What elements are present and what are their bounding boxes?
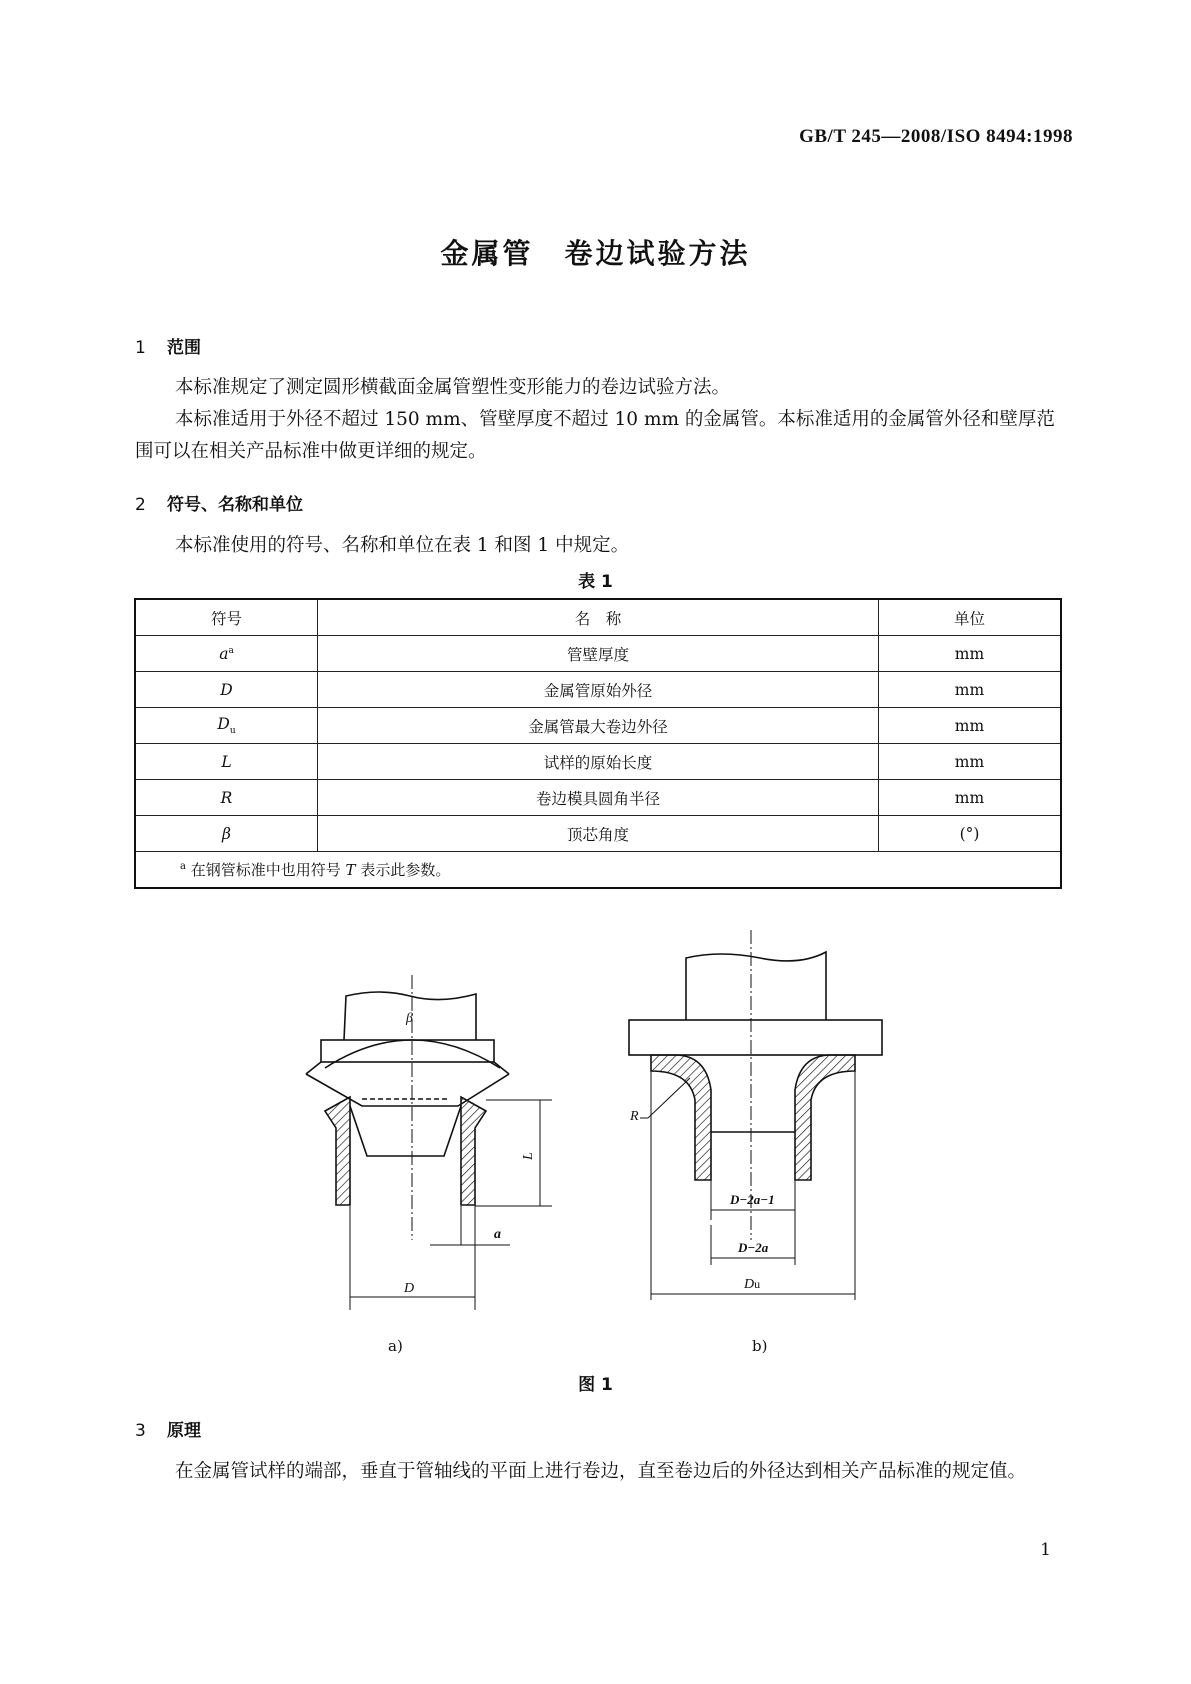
figure-1-caption: 图 1 (578, 1375, 613, 1395)
punch-b-shank (686, 952, 826, 1020)
section-number: 1 (135, 338, 146, 358)
section-1-paragraph-2: 本标准适用于外径不超过 150 mm、管壁厚度不超过 10 mm 的金属管。本标准适用的金属管外径和壁厚范围可以在相关产品标准中做更详细的规定。 (135, 409, 1055, 462)
R-leader (648, 1078, 690, 1118)
symbol-cell: D (135, 672, 318, 708)
name-cell: 管壁厚度 (318, 636, 879, 672)
section-3-paragraph-1: 在金属管试样的端部，垂直于管轴线的平面上进行卷边，直至卷边后的外径达到相关产品标准的规定值。 (175, 1461, 1027, 1482)
section-1-heading (135, 333, 201, 358)
standard-code: GB/T 245—2008/ISO 8494:1998 (799, 126, 1073, 147)
label-beta: β (406, 1011, 413, 1026)
name-cell: 金属管最大卷边外径 (318, 708, 879, 744)
table-footnote-row (135, 852, 1061, 889)
table-footnote: $^a$ 在钢管标准中也用符号 T 表示此参数。 (135, 852, 1061, 889)
name-cell: 顶芯角度 (318, 816, 879, 852)
label-a: a (494, 1227, 501, 1242)
unit-cell: mm (879, 636, 1062, 672)
subfigure-a-label: a) (388, 1337, 403, 1355)
label-D-2a-1: D−2a−1 (730, 1192, 775, 1207)
table-header-cell: 单位 (879, 599, 1062, 636)
flared-wall-right (795, 1055, 855, 1180)
label-Du: Du (744, 1277, 761, 1292)
table-row (135, 672, 1061, 708)
page-number: 1 (1040, 1540, 1051, 1560)
section-1-paragraph-1: 本标准规定了测定圆形横截面金属管塑性变形能力的卷边试验方法。 (175, 377, 731, 398)
unit-cell: mm (879, 780, 1062, 816)
flared-wall-left (651, 1055, 711, 1180)
section-2-heading (135, 490, 303, 515)
table-header-cell: 符号 (135, 599, 318, 636)
unit-cell: mm (879, 744, 1062, 780)
label-R: R (630, 1109, 639, 1124)
label-D-2a: D−2a (738, 1240, 769, 1255)
tube-wall-right (461, 1097, 486, 1205)
inner-cone (350, 1106, 461, 1156)
table-1 (134, 598, 1062, 889)
section-title: 原理 (167, 1421, 201, 1441)
subfigure-b-label: b) (752, 1337, 768, 1355)
symbol-cell: β (135, 816, 318, 852)
name-cell: 金属管原始外径 (318, 672, 879, 708)
document-title: 金属管 卷边试验方法 (440, 237, 751, 270)
figure-1-drawing (0, 910, 1191, 1350)
unit-cell: mm (879, 672, 1062, 708)
symbol-cell: R (135, 780, 318, 816)
subscript: u (229, 726, 236, 737)
table-row (135, 780, 1061, 816)
section-3-heading (135, 1416, 201, 1441)
section-number: 2 (135, 495, 146, 515)
name-cell: 卷边模具圆角半径 (318, 780, 879, 816)
unit-cell: (°) (879, 816, 1062, 852)
table-row (135, 636, 1061, 672)
table-header-cell: 名 称 (318, 599, 879, 636)
table-row (135, 708, 1061, 744)
tube-wall-left (325, 1097, 350, 1205)
table-row (135, 744, 1061, 780)
section-number: 3 (135, 1421, 146, 1441)
symbol-cell: $D_u$ (135, 708, 318, 744)
section-2-paragraph-1: 本标准使用的符号、名称和单位在表 1 和图 1 中规定。 (175, 535, 630, 556)
label-D: D (404, 1281, 415, 1296)
punch-cone (306, 1062, 509, 1106)
symbol-cell: L (135, 744, 318, 780)
name-cell: 试样的原始长度 (318, 744, 879, 780)
table-1-caption: 表 1 (578, 572, 613, 592)
footnote-mark: a (228, 645, 234, 656)
section-title: 符号、名称和单位 (167, 495, 303, 515)
table-header-row (135, 599, 1061, 636)
section-title: 范围 (167, 338, 201, 358)
symbol-cell: $a^a$ (135, 636, 318, 672)
die-plate (629, 1020, 882, 1055)
unit-cell: mm (879, 708, 1062, 744)
table-row (135, 816, 1061, 852)
label-L: L (521, 1152, 536, 1160)
